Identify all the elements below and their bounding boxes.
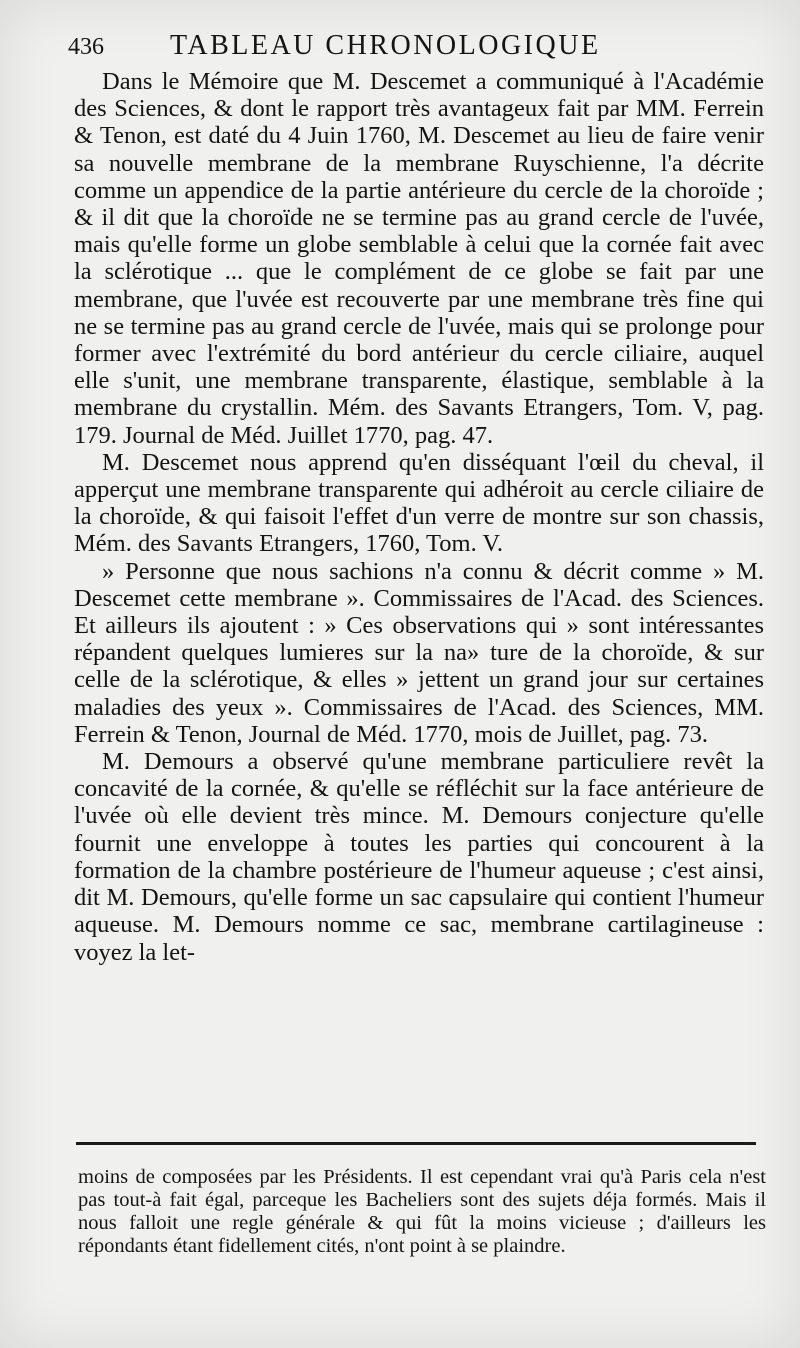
running-title: TABLEAU CHRONOLOGIQUE: [170, 30, 601, 61]
footnote-divider: [76, 1142, 756, 1145]
main-text: [74, 68, 764, 966]
footnote: [78, 1166, 766, 1258]
footnote-text: moins de composées par les Présidents. Il est cependant vrai qu'à Paris cela n'est pas tout-à fait égal, parceque les Bacheliers sont des sujets déja formés. Mais il nous falloit une regle générale & qui fût la moins vicieuse ; d'ailleurs les répondants étant fidellement cités, n'ont point à se plaindre.: [78, 1166, 766, 1257]
paragraph-descemet-cheval: M. Descemet nous apprend qu'en disséquant l'œil du cheval, il apperçut une membrane transparente qui adhéroit au cercle ciliaire de la choroïde, & qui faisoit l'effet d'un verre de montre sur son chassis, Mém. des Savants Etrangers, 1760, Tom. V.: [74, 448, 764, 558]
paragraph-demours: M. Demours a observé qu'une membrane particuliere revêt la concavité de la cornée, & qu'elle se réfléchit sur la face antérieure de l'uvée où elle devient très mince. M. Demours conjecture qu'elle fournit une enveloppe à toutes les parties qui concourent à la formation de la chambre postérieure de l'humeur aqueuse ; c'est ainsi, dit M. Demours, qu'elle forme un sac capsulaire qui contient l'humeur aqueuse. M. Demours nomme ce sac, membrane cartilagineuse : voyez la let-: [74, 748, 764, 966]
page-header: [0, 28, 800, 68]
paragraph-descemet-memoire: Dans le Mémoire que M. Descemet a communiqué à l'Académie des Sciences, & dont le rapport très avantageux fait par MM. Ferrein & Tenon, est daté du 4 Juin 1760, M. Descemet au lieu de faire venir sa nouvelle membrane de la membrane Ruyschienne, l'a décrite comme un appendice de la partie antérieure du cercle de la choroïde ; & il dit que la choroïde ne se termine pas au grand cercle de l'uvée, mais qu'elle forme un globe semblable à celui que la cornée fait avec la sclérotique ... que le complément de ce globe se fait par une membrane, que l'uvée est recouverte par une membrane très fine qui ne se termine pas au grand cercle de l'uvée, mais qui se prolonge pour former avec l'extrémité du bord antérieur du cercle ciliaire, auquel elle s'unit, une membrane transparente, élastique, semblable à la membrane du crystallin. Mém. des Savants Etrangers, Tom. V, pag. 179. Journal de Méd. Juillet 1770, pag. 47.: [74, 68, 764, 449]
page-number: 436: [68, 34, 104, 60]
paragraph-commissaires-quote: » Personne que nous sachions n'a connu & décrit comme » M. Descemet cette membrane ». Commissaires de l'Acad. des Sciences. Et ailleurs ils ajoutent : » Ces observations qui » sont intéressantes répandent quelques lumieres sur la na» ture de la choroïde, & sur celle de la sclérotique, & elles » jettent un grand jour sur certaines maladies des yeux ». Commissaires de l'Acad. des Sciences, MM. Ferrein & Tenon, Journal de Méd. 1770, mois de Juillet, pag. 73.: [74, 557, 764, 748]
